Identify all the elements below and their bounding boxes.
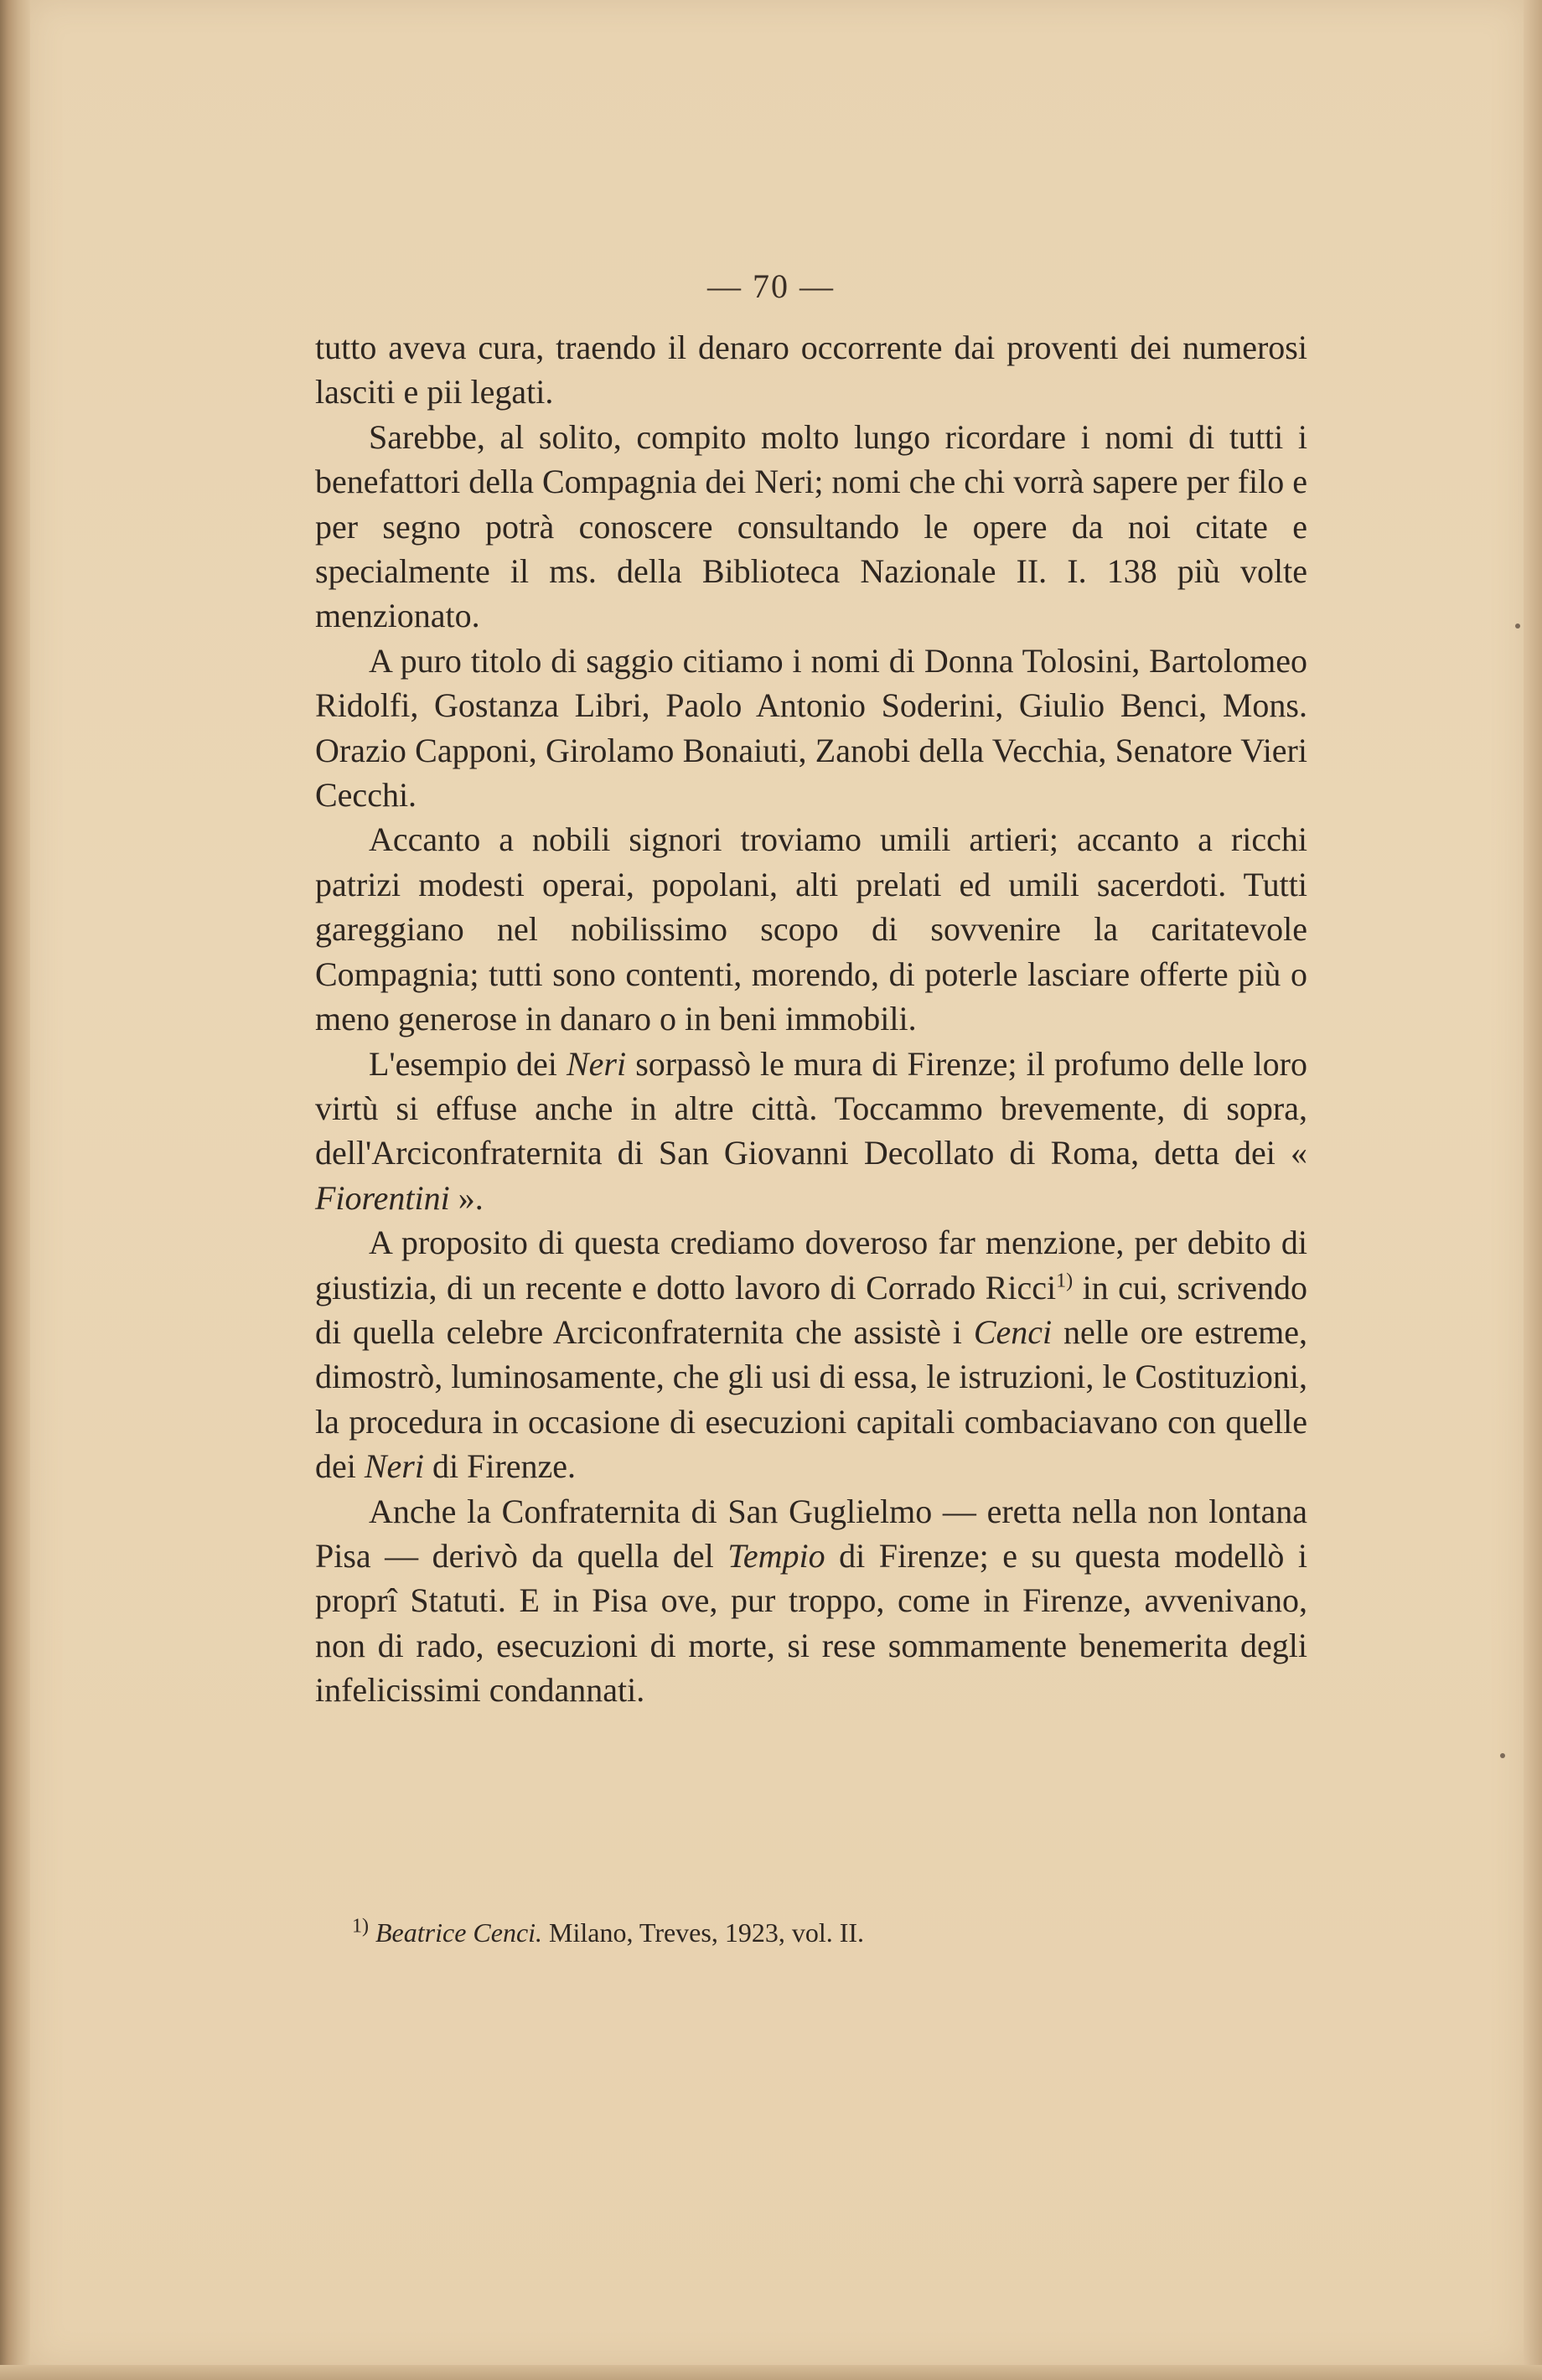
paragraph-6-text: nelle ore estreme, dimostrò, luminosamente, che gli usi di essa, le istruzioni, le Costituzioni, la procedura in occasione di esecuzioni capitali combaciavano con quelle dei: [315, 1312, 1307, 1486]
footnote: [352, 1917, 1274, 1948]
page-right-edge: [1524, 0, 1542, 2380]
paragraph-6-text: di Firenze.: [424, 1447, 577, 1486]
book-spine-edge: [0, 0, 30, 2380]
italic-neri: Neri: [364, 1447, 424, 1486]
body-text: [315, 325, 1307, 1713]
paragraph-1: tutto aveva cura, traendo il denaro occorrente dai proventi dei numerosi lasciti e pii legati.: [315, 329, 1307, 411]
italic-cenci: Cenci: [973, 1312, 1053, 1351]
paper-speck: [1515, 623, 1520, 629]
footnote-title: Beatrice Cenci.: [375, 1917, 543, 1948]
paragraph-6: [315, 1220, 1307, 1488]
paragraph-5: [315, 1042, 1307, 1221]
paragraph-6-text: A proposito di questa crediamo doveroso far menzione, per debito di giustizia, di un recente e dotto lavoro di Corrado Ricci: [315, 1224, 1307, 1306]
paragraph-6-text: in cui, scrivendo di quella celebre Arciconfraternita che assistè i: [315, 1268, 1307, 1351]
paragraph-5-text: L'esempio dei: [369, 1044, 567, 1083]
italic-neri: Neri: [566, 1044, 627, 1083]
footnote-marker: 1): [352, 1915, 369, 1938]
page-number: — 70 —: [707, 267, 835, 305]
paragraph-7: [315, 1489, 1307, 1713]
paragraph-2: Sarebbe, al solito, compito molto lungo ricordare i nomi di tutti i benefattori della Compagnia dei Neri; nomi che chi vorrà sapere per filo e per segno potrà conoscere consultando le opere da noi citate e specialmente il ms. della Biblioteca Nazionale II. I. 138 più volte menzionato.: [315, 417, 1307, 635]
footnote-citation: Milano, Treves, 1923, vol. II.: [542, 1917, 865, 1948]
paragraph-5-text: sorpassò le mura di Firenze; il profumo delle loro virtù si effuse anche in altre città. Toccammo brevemente, di sopra, dell'Arciconfraternita di San Giovanni Decollato di Roma, detta dei «: [315, 1044, 1307, 1172]
paragraph-3: A puro titolo di saggio citiamo i nomi di Donna Tolosini, Bartolomeo Ridolfi, Gostanza Libri, Paolo Antonio Soderini, Giulio Benci, Mons. Orazio Capponi, Girolamo Bonaiuti, Zanobi della Vecchia, Senatore Vieri Cecchi.: [315, 641, 1307, 815]
italic-fiorentini: Fiorentini: [315, 1178, 450, 1217]
paragraph-4: Accanto a nobili signori troviamo umili artieri; accanto a ricchi patrizi modesti operai, popolani, alti prelati ed umili sacerdoti. Tutti gareggiano nel nobilissimo scopo di sovvenire la caritatevole Compagnia; tutti sono contenti, morendo, di poterle lasciare offerte più o meno generose in danaro o in beni immobili.: [315, 820, 1307, 1038]
italic-tempio: Tempio: [727, 1536, 825, 1575]
paper-speck: [1500, 1753, 1505, 1758]
paragraph-7-text: Anche la Confraternita di San Guglielmo — eretta nella non lontana Pisa — derivò da quella del: [315, 1492, 1307, 1575]
paragraph-5-text: ».: [449, 1178, 484, 1217]
footnote-reference[interactable]: 1): [1056, 1270, 1074, 1292]
paragraph-7-text: di Firenze; e su questa modellò i proprî Statuti. E in Pisa ove, pur troppo, come in Firenze, avvenivano, non di rado, esecuzioni di morte, si rese sommamente benemerita degli infelicissimi condannati.: [315, 1536, 1307, 1710]
page-bottom-edge: [0, 2365, 1542, 2380]
